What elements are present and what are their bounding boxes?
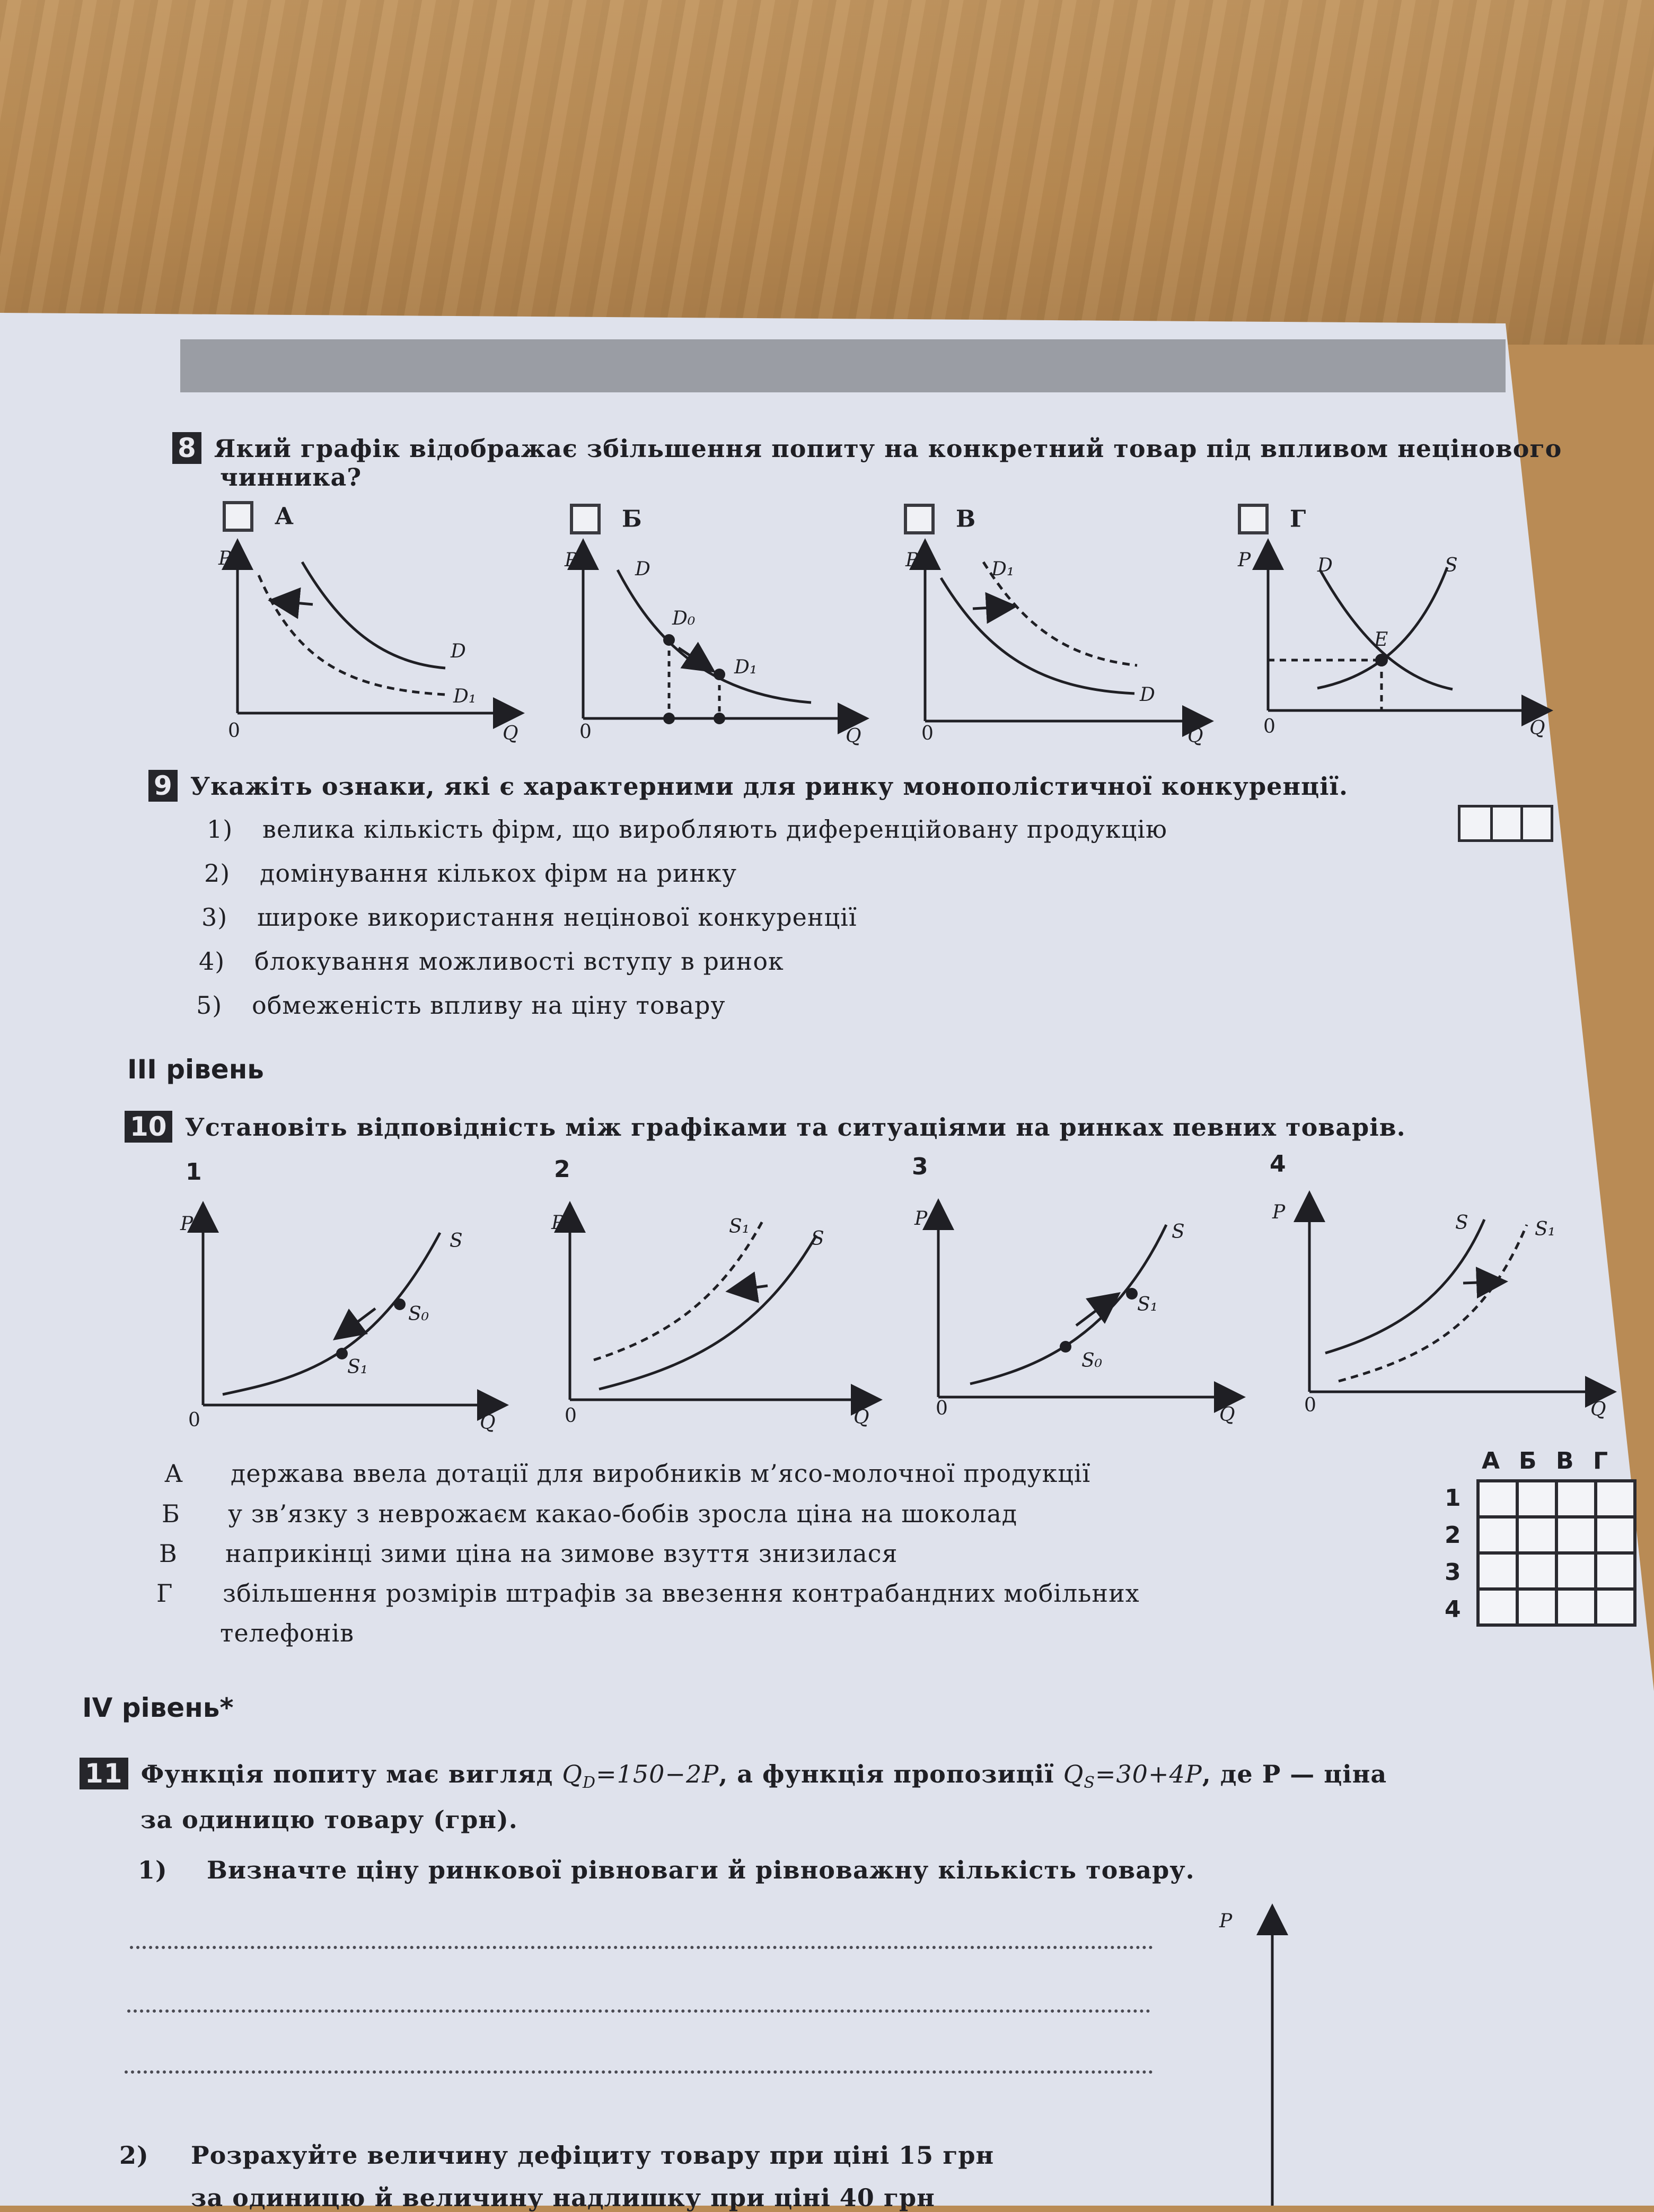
grid-cell[interactable]	[1556, 1517, 1596, 1553]
q9-item-3: 3) широке використання нецінової конкуренції	[201, 903, 857, 932]
q10-situation-g: Г збільшення розмірів штрафів за ввезення контрабандних мобільних	[156, 1579, 1140, 1608]
q9-text: Укажіть ознаки, які є характерними для ринку монополістичної конкуренції.	[190, 772, 1349, 801]
grid-cell[interactable]	[1478, 1481, 1517, 1517]
q10-3-p-label: P	[914, 1208, 928, 1230]
q8-v-q-label: Q	[1187, 725, 1203, 747]
grid-cell[interactable]	[1517, 1517, 1556, 1553]
q10-2-curve-s1	[594, 1219, 763, 1360]
q10-3-q-label: Q	[1219, 1404, 1235, 1426]
q10-1-point-s1	[336, 1348, 348, 1359]
q8-b-origin: 0	[579, 721, 592, 743]
q10-4-curve-s	[1325, 1219, 1484, 1353]
q10-4-p-label: P	[1272, 1201, 1286, 1223]
q10-grid-col-g: Г	[1593, 1447, 1608, 1474]
q10-situation-v: В наприкінці зими ціна на зимове взуття знизилася	[159, 1539, 898, 1568]
grid-cell[interactable]	[1556, 1553, 1596, 1589]
q8-a-p-label: P	[218, 548, 232, 569]
q8-option-v-label: В	[956, 505, 976, 533]
q8-text-line2: чинника?	[220, 463, 362, 491]
grid-cell[interactable]	[1596, 1517, 1635, 1553]
q10-4-curve-s1	[1339, 1225, 1527, 1381]
grid-cell[interactable]	[1596, 1589, 1635, 1625]
q9-item-5: 5) обмеженість впливу на ціну товару	[196, 991, 726, 1020]
q8-v-d1-label: D₁	[991, 558, 1015, 580]
q11-number: 11	[80, 1758, 128, 1789]
q10-1-origin: 0	[188, 1409, 200, 1431]
q9-item-1: 1) велика кількість фірм, що виробляють диференційовану продукцію	[207, 815, 1168, 844]
q10-3-origin: 0	[936, 1398, 948, 1419]
q11-empty-graph	[1209, 1898, 1368, 2206]
grid-cell[interactable]	[1556, 1481, 1596, 1517]
q10-3-s0-label: S₀	[1081, 1350, 1103, 1372]
q8-text-line1: Який графік відображає збільшення попиту на конкретний товар під впливом нецінового	[214, 434, 1562, 463]
q8-b-d1-label: D₁	[734, 656, 758, 678]
q8-option-g-label: Г	[1290, 505, 1306, 533]
q10-grid-col-b: Б	[1519, 1447, 1537, 1474]
grid-cell[interactable]	[1478, 1553, 1517, 1589]
grid-cell[interactable]	[1517, 1553, 1556, 1589]
q10-2-origin: 0	[565, 1405, 577, 1427]
q10-1-s1-label: S₁	[347, 1356, 368, 1378]
q10-3-move-arrow	[1076, 1302, 1108, 1326]
q10-4-q-label: Q	[1590, 1399, 1606, 1420]
q8-g-e-label: E	[1374, 629, 1388, 651]
q10-3-point-s1	[1126, 1288, 1138, 1300]
q8-g-d-label: D	[1317, 555, 1333, 576]
q11-text-c: , де P — ціна	[1202, 1760, 1387, 1788]
answer-line-2[interactable]	[127, 2009, 1150, 2013]
grid-cell[interactable]	[1596, 1481, 1635, 1517]
q8-number: 8	[172, 432, 201, 464]
q8-b-d0-label: D₀	[672, 608, 696, 629]
q10-grid-row-1: 1	[1445, 1485, 1461, 1512]
q10-1-p-label: P	[180, 1213, 193, 1235]
q10-graph-3-number: 3	[912, 1153, 928, 1180]
q8-a-origin: 0	[228, 720, 240, 742]
q10-1-curve-s	[223, 1233, 440, 1394]
q10-2-s1-label: S₁	[729, 1216, 750, 1237]
q11-p-label: P	[1219, 1910, 1233, 1932]
q9-item-4: 4) блокування можливості вступу в ринок	[199, 947, 784, 976]
grid-cell[interactable]	[1596, 1553, 1635, 1589]
q10-grid-col-a: А	[1482, 1447, 1500, 1474]
grid-cell[interactable]	[1556, 1589, 1596, 1625]
q10-2-p-label: P	[551, 1212, 565, 1234]
q10-number: 10	[125, 1111, 172, 1143]
q10-grid-row-4: 4	[1445, 1596, 1461, 1623]
q10-text: Установіть відповідність між графіками та ситуаціями на ринках певних товарів.	[184, 1113, 1406, 1142]
grid-cell[interactable]	[1478, 1589, 1517, 1625]
q8-b-p-label: P	[565, 549, 578, 571]
q10-grid-row-3: 3	[1445, 1559, 1461, 1586]
q8-g-p-label: P	[1238, 549, 1251, 571]
q11-title	[80, 1758, 1387, 1792]
q8-b-d-label: D	[635, 558, 650, 580]
q8-b-q-label: Q	[846, 725, 861, 747]
q9-number: 9	[148, 770, 178, 802]
q10-situation-a: А держава ввела дотації для виробників м’ясо-молочної продукції	[164, 1459, 1091, 1488]
q8-a-q-label: Q	[503, 723, 518, 744]
grid-cell[interactable]	[1517, 1589, 1556, 1625]
q8-g-q-label: Q	[1529, 717, 1545, 739]
q8-v-d-label: D	[1140, 684, 1155, 706]
q8-v-p-label: P	[905, 549, 919, 571]
q10-3-point-s0	[1060, 1341, 1071, 1353]
q10-2-curve-s	[599, 1235, 816, 1389]
q10-situation-g-line2: телефонів	[220, 1619, 355, 1647]
q10-3-s1-label: S₁	[1137, 1294, 1158, 1315]
q10-graph-4-number: 4	[1270, 1151, 1286, 1178]
level-3-heading: III рівень	[127, 1054, 264, 1085]
q10-answer-grid[interactable]	[1476, 1479, 1637, 1627]
q10-grid-col-v: В	[1556, 1447, 1574, 1474]
q10-4-shift-arrow	[1463, 1282, 1492, 1283]
grid-cell[interactable]	[1517, 1481, 1556, 1517]
q10-4-s-label: S	[1455, 1212, 1468, 1234]
q10-4-s1-label: S₁	[1535, 1218, 1556, 1240]
answer-line-3[interactable]	[125, 2070, 1153, 2074]
q10-1-q-label: Q	[480, 1412, 496, 1434]
answer-line-1[interactable]	[130, 1946, 1153, 1949]
q10-1-s0-label: S₀	[408, 1303, 429, 1325]
q8-option-a-label: А	[275, 503, 294, 530]
q10-2-q-label: Q	[854, 1407, 869, 1428]
q11-formula-supply: $Q_S=30+4P$	[1063, 1760, 1202, 1793]
q9-item-2: 2) домінування кількох фірм на ринку	[204, 859, 737, 888]
q11-subtask-1: 1) Визначте ціну ринкової рівноваги й рівноважну кількість товару.	[138, 1856, 1195, 1884]
q11-text-line2: за одиницю товару (грн).	[140, 1805, 518, 1834]
q10-1-s-label: S	[450, 1230, 463, 1252]
q11-subtask-2-line2: за одиницю й величину надлишку при ціні 40 грн	[191, 2183, 935, 2212]
q10-situation-b: Б у зв’язку з неврожаєм какао-бобів зросла ціна на шоколад	[162, 1499, 1018, 1528]
q11-subtask-2: 2) Розрахуйте величину дефіциту товару при ціні 15 грн	[119, 2141, 995, 2170]
q10-grid-row-2: 2	[1445, 1522, 1461, 1549]
q8-a-d1-label: D₁	[453, 686, 477, 707]
q10-4-origin: 0	[1304, 1394, 1316, 1416]
q11-text-a: Функція попиту має вигляд	[140, 1760, 553, 1788]
level-4-heading: IV рівень*	[82, 1692, 234, 1723]
q10-graph-1-number: 1	[186, 1158, 202, 1186]
q8-g-origin: 0	[1263, 716, 1275, 738]
q10-2-shift-arrow	[741, 1286, 768, 1289]
grid-cell[interactable]	[1478, 1517, 1517, 1553]
q10-graph-4	[1309, 1206, 1601, 1392]
q8-v-origin: 0	[921, 723, 934, 744]
q8-option-b-label: Б	[622, 505, 642, 533]
q10-graph-2-number: 2	[554, 1156, 570, 1183]
q11-formula-demand: $Q_D=150-2P$	[562, 1760, 719, 1793]
q8-g-s-label: S	[1445, 555, 1458, 576]
q11-text-b: , а функція пропозиції	[719, 1760, 1054, 1788]
q8-a-d-label: D	[451, 640, 466, 662]
q10-3-s-label: S	[1172, 1221, 1185, 1243]
q10-1-point-s0	[394, 1298, 406, 1310]
q10-2-s-label: S	[811, 1228, 824, 1250]
